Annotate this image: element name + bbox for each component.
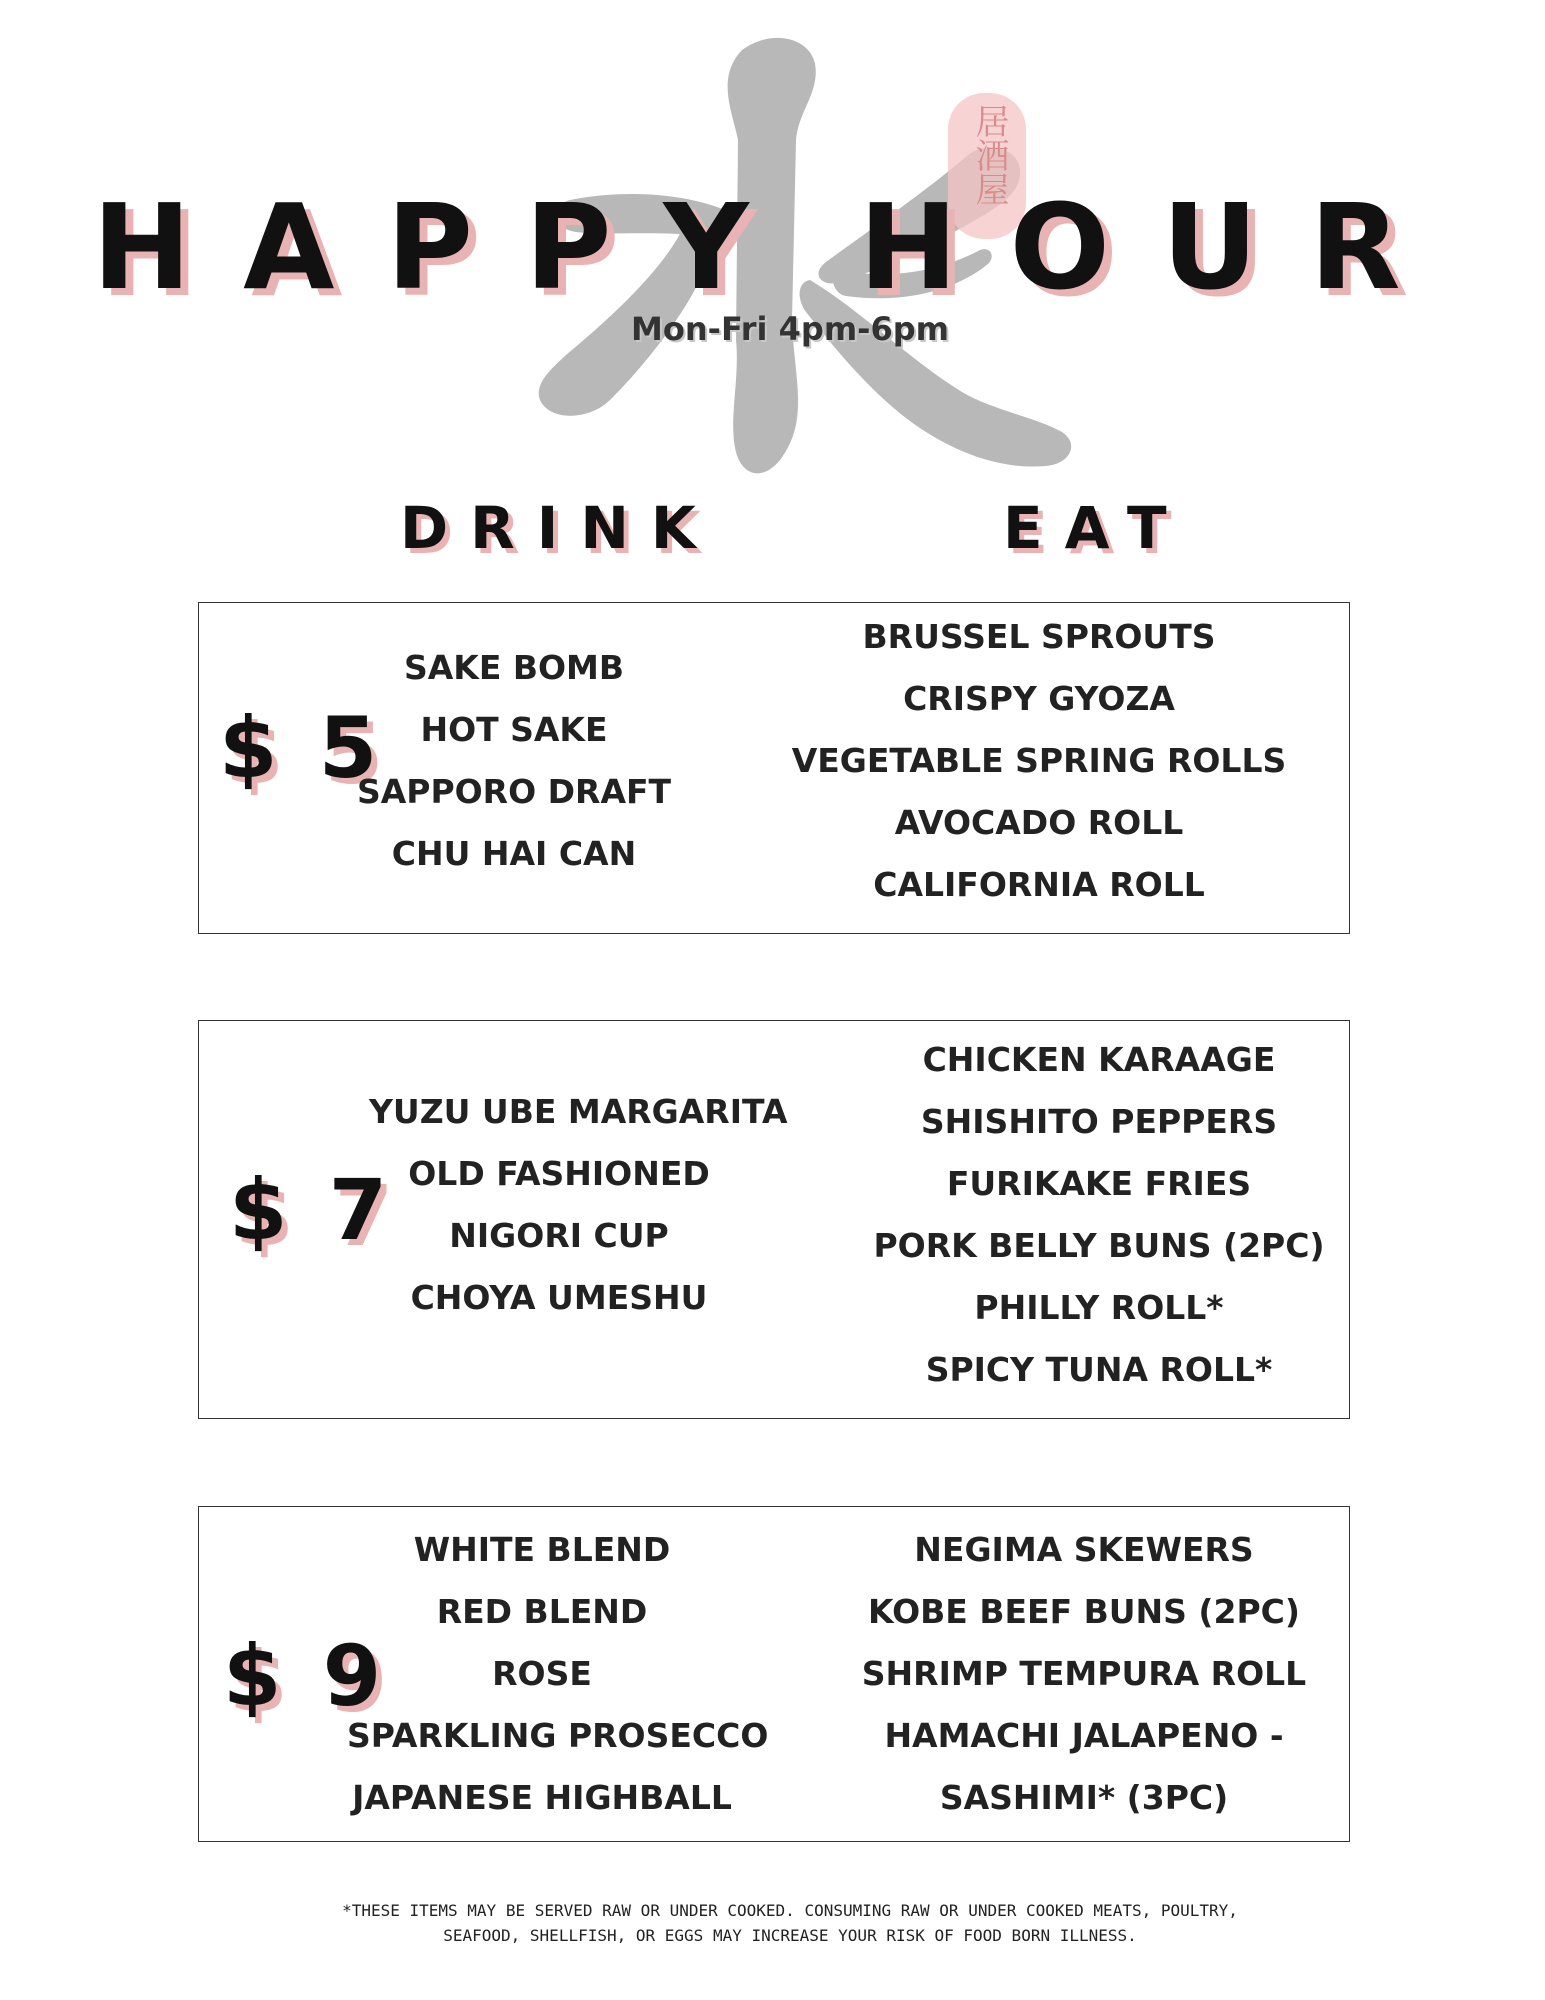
- food-item: KOBE BEEF BUNS (2PC): [868, 1592, 1300, 1631]
- tier-box-7: [198, 1020, 1350, 1419]
- title-word-happy: HAPPY: [92, 178, 801, 316]
- hours-subtitle: Mon-Fri 4pm-6pm: [631, 310, 949, 348]
- food-item: PORK BELLY BUNS (2PC): [873, 1226, 1325, 1265]
- drink-item: WHITE BLEND: [413, 1530, 671, 1569]
- food-list: [849, 1029, 1349, 1401]
- food-item: FURIKAKE FRIES: [946, 1164, 1252, 1203]
- drink-list: [347, 1519, 769, 1829]
- food-list: [789, 606, 1289, 916]
- disclaimer-line: SEAFOOD, SHELLFISH, OR EGGS MAY INCREASE YOUR RISK OF FOOD BORN ILLNESS.: [443, 1926, 1137, 1945]
- raw-food-disclaimer: [0, 1898, 1545, 1948]
- food-item: BRUSSEL SPROUTS: [862, 617, 1216, 656]
- drink-list: [369, 1081, 788, 1329]
- food-item: SASHIMI* (3PC): [939, 1778, 1229, 1817]
- tier-box-5: [198, 602, 1350, 934]
- tier-price: $ 9: [223, 1627, 388, 1725]
- food-item: HAMACHI JALAPENO -: [884, 1716, 1284, 1755]
- drink-item: HOT SAKE: [420, 710, 608, 749]
- drink-item: ROSE: [492, 1654, 592, 1693]
- food-item: SHRIMP TEMPURA ROLL: [861, 1654, 1307, 1693]
- drink-heading: DRINK: [400, 494, 718, 562]
- drink-item: SAKE BOMB: [403, 648, 625, 687]
- food-item: SPICY TUNA ROLL*: [925, 1350, 1273, 1389]
- drink-list: [329, 637, 699, 885]
- drink-item: RED BLEND: [436, 1592, 648, 1631]
- tier-price: $ 7: [229, 1161, 394, 1259]
- drink-item: CHU HAI CAN: [391, 834, 637, 873]
- food-item: AVOCADO ROLL: [894, 803, 1184, 842]
- page-title: [0, 178, 1545, 316]
- tier-price: $ 5: [219, 699, 384, 797]
- seal-stamp-text: 居酒屋: [969, 104, 1009, 206]
- drink-item: YUZU UBE MARGARITA: [369, 1092, 788, 1131]
- eat-heading: EAT: [1003, 494, 1189, 562]
- drink-item: CHOYA UMESHU: [410, 1278, 708, 1317]
- disclaimer-line: *THESE ITEMS MAY BE SERVED RAW OR UNDER COOKED. CONSUMING RAW OR UNDER COOKED MEATS, POULTRY,: [342, 1901, 1238, 1920]
- food-item: PHILLY ROLL*: [974, 1288, 1224, 1327]
- drink-item: SAPPORO DRAFT: [356, 772, 672, 811]
- drink-item: SPARKLING PROSECCO: [347, 1716, 769, 1755]
- drink-item: NIGORI CUP: [449, 1216, 669, 1255]
- food-item: NEGIMA SKEWERS: [914, 1530, 1254, 1569]
- food-item: CHICKEN KARAAGE: [922, 1040, 1276, 1079]
- tier-box-9: [198, 1506, 1350, 1842]
- food-item: CRISPY GYOZA: [903, 679, 1175, 718]
- title-word-hour: HOUR: [858, 178, 1453, 316]
- food-item: SHISHITO PEPPERS: [920, 1102, 1278, 1141]
- food-list: [839, 1519, 1329, 1829]
- food-item: VEGETABLE SPRING ROLLS: [791, 741, 1287, 780]
- drink-item: JAPANESE HIGHBALL: [352, 1778, 732, 1817]
- drink-item: OLD FASHIONED: [408, 1154, 710, 1193]
- food-item: CALIFORNIA ROLL: [873, 865, 1205, 904]
